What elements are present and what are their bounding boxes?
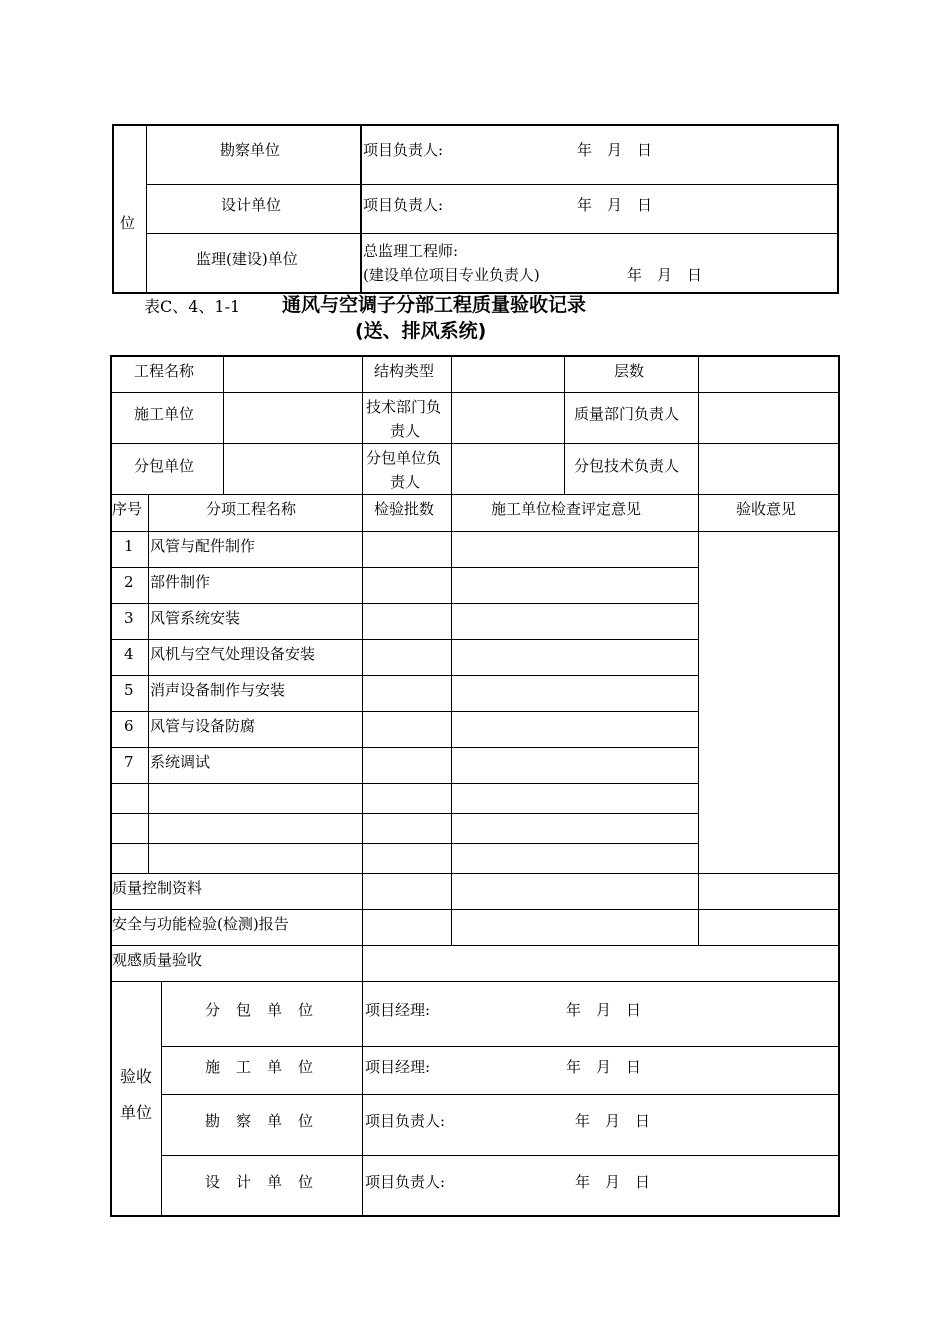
accept-label-2: 单位 [120, 1103, 153, 1122]
accept-date-builder: 年 月 日 [566, 1058, 642, 1076]
header-opinion: 施工单位检查评定意见 [491, 500, 642, 518]
label-floors: 层数 [614, 362, 645, 380]
label-tech-head-1: 技术部门负 [366, 398, 442, 416]
top-sign2-supervision: (建设单位项目专业负责人) [363, 266, 540, 284]
item-no: 1 [124, 537, 134, 555]
item-name: 风机与空气处理设备安装 [150, 645, 316, 663]
accept-sign-design: 项目负责人: [365, 1173, 446, 1191]
form-subtitle: (送、排风系统) [355, 320, 487, 342]
item-no: 7 [124, 753, 134, 771]
accept-sign-survey: 项目负责人: [365, 1112, 446, 1130]
accept-unit-sub: 分包单位 [205, 1001, 330, 1019]
top-side-label: 位 [120, 214, 136, 232]
label-safety-report: 安全与功能检验(检测)报告 [112, 915, 289, 933]
label-structure-type: 结构类型 [374, 362, 435, 380]
top-sign-supervision: 总监理工程师: [363, 242, 459, 260]
top-date-design: 年 月 日 [577, 196, 653, 214]
item-no: 3 [124, 609, 134, 627]
accept-unit-design: 设计单位 [205, 1173, 330, 1191]
top-date-supervision: 年 月 日 [627, 266, 703, 284]
item-name: 风管与配件制作 [150, 537, 256, 555]
label-visual: 观感质量验收 [112, 951, 203, 969]
label-sub-head-1: 分包单位负 [366, 449, 442, 467]
form-title: 通风与空调子分部工程质量验收记录 [282, 294, 587, 316]
accept-sign-sub: 项目经理: [365, 1001, 431, 1019]
item-name: 风管与设备防腐 [150, 717, 256, 735]
item-no: 2 [124, 573, 134, 591]
item-name: 风管系统安装 [150, 609, 241, 627]
label-quality-head: 质量部门负责人 [574, 405, 680, 423]
top-unit-supervision: 监理(建设)单位 [196, 250, 298, 268]
item-no: 6 [124, 717, 134, 735]
accept-sign-builder: 项目经理: [365, 1058, 431, 1076]
header-item: 分项工程名称 [206, 500, 297, 518]
label-sub-tech-head: 分包技术负责人 [574, 457, 680, 475]
label-project-name: 工程名称 [134, 362, 195, 380]
top-unit-survey: 勘察单位 [220, 141, 281, 159]
item-name: 部件制作 [150, 573, 211, 591]
top-sign-design: 项目负责人: [363, 196, 444, 214]
item-name: 消声设备制作与安装 [150, 681, 286, 699]
top-sign-survey: 项目负责人: [363, 141, 444, 159]
label-builder: 施工单位 [134, 405, 195, 423]
accept-label-1: 验收 [120, 1067, 153, 1086]
top-unit-design: 设计单位 [221, 196, 282, 214]
accept-unit-builder: 施工单位 [205, 1058, 330, 1076]
accept-date-sub: 年 月 日 [566, 1001, 642, 1019]
top-date-survey: 年 月 日 [577, 141, 653, 159]
header-accept: 验收意见 [736, 500, 797, 518]
accept-date-survey: 年 月 日 [575, 1112, 651, 1130]
item-name: 系统调试 [150, 753, 211, 771]
accept-unit-survey: 勘察单位 [205, 1112, 330, 1130]
item-no: 4 [124, 645, 134, 663]
label-tech-head-2: 责人 [390, 422, 421, 440]
label-sub-unit: 分包单位 [134, 457, 195, 475]
label-sub-head-2: 责人 [390, 473, 421, 491]
form-code: 表C、4、1-1 [144, 297, 241, 316]
label-quality-docs: 质量控制资料 [112, 879, 203, 897]
accept-date-design: 年 月 日 [575, 1173, 651, 1191]
header-batch: 检验批数 [374, 500, 435, 518]
header-seq: 序号 [112, 500, 143, 518]
item-no: 5 [124, 681, 134, 699]
